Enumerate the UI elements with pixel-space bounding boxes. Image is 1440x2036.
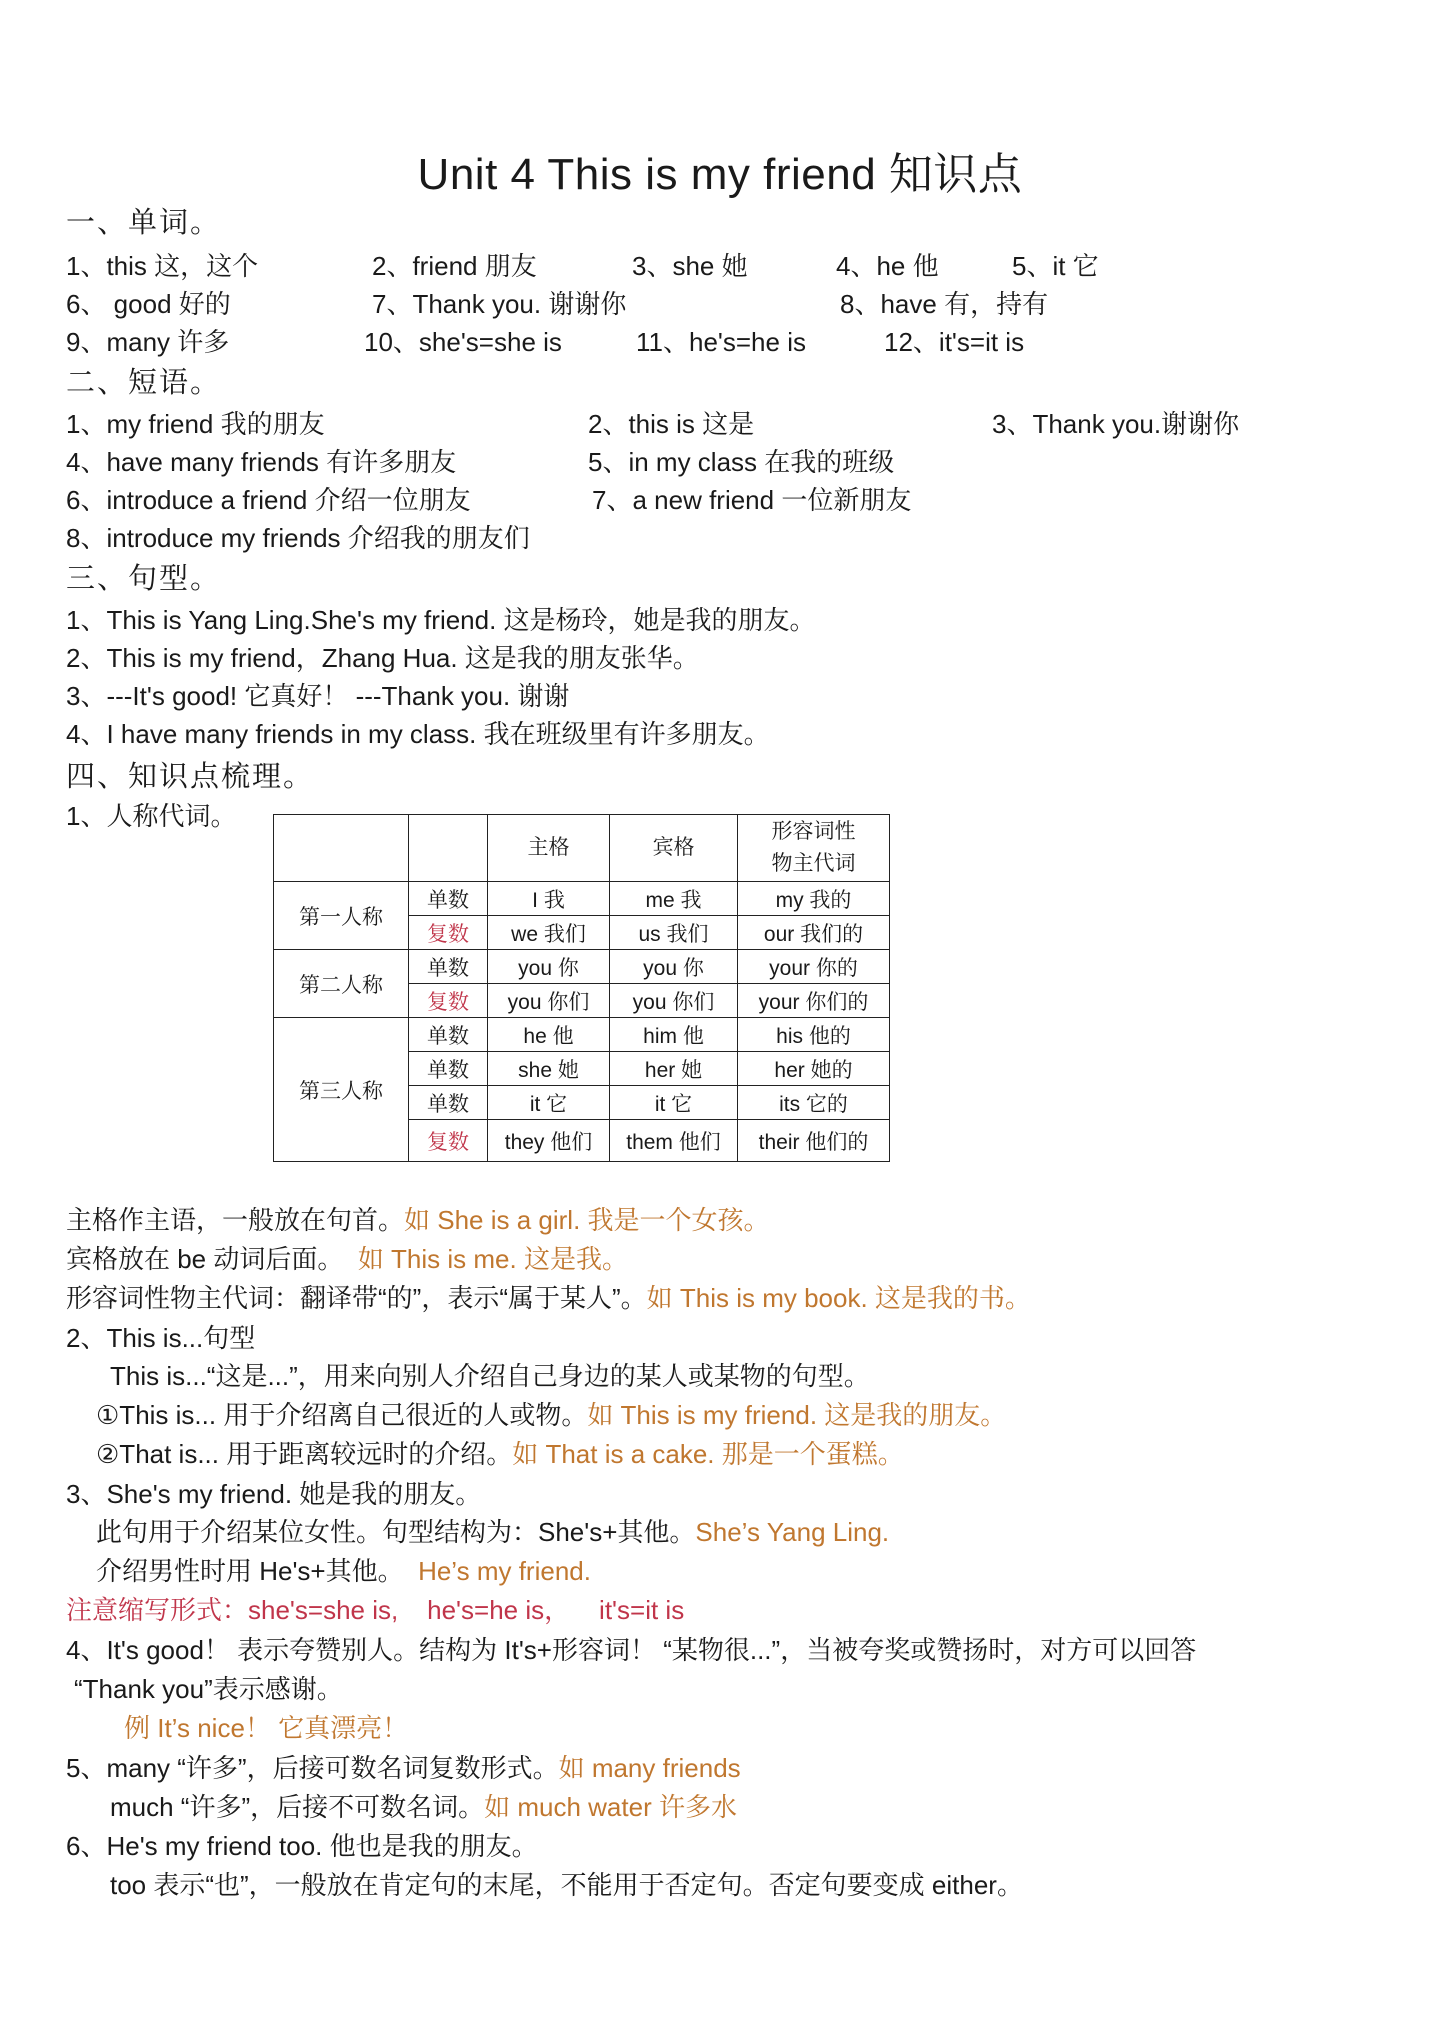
subject-cell: he 他 [488, 1018, 610, 1052]
possessive-cell: our 我们的 [738, 916, 890, 950]
example-text: 如 This is me. 这是我。 [357, 1244, 628, 1274]
note-line: 宾格放在 be 动词后面。 如 This is me. 这是我。 [66, 1244, 628, 1274]
example-text: 如 many friends [558, 1753, 741, 1783]
vocab-item: 9、many 许多 [66, 327, 230, 357]
table-row [274, 1018, 890, 1052]
note-line: 此句用于介绍某位女性。句型结构为：She's+其他。She’s Yang Ling. [96, 1517, 890, 1547]
example-text: 如 That is a cake. 那是一个蛋糕。 [512, 1439, 904, 1469]
subsection-title: 2、This is...句型 [66, 1323, 256, 1353]
note-line: much “许多”，后接不可数名词。如 much water 许多水 [110, 1792, 737, 1822]
possessive-cell: their 他们的 [738, 1120, 890, 1162]
number-label: 单数 [409, 882, 488, 916]
subsection-title: 4、It's good！ 表示夸赞别人。结构为 It's+形容词！ “某物很...”，当被夸奖或赞扬时，对方可以回答 [66, 1635, 1197, 1665]
vocab-heading: 一、单词。 [66, 205, 222, 239]
sentence-item: 2、This is my friend，Zhang Hua. 这是我的朋友张华。 [66, 643, 699, 673]
example-text: 如 She is a girl. 我是一个女孩。 [404, 1205, 770, 1235]
vocab-item: 6、 good 好的 [66, 289, 231, 319]
object-cell: you 你 [610, 950, 738, 984]
object-cell: them 他们 [610, 1120, 738, 1162]
example-text: 如 This is my book. 这是我的书。 [646, 1283, 1031, 1313]
number-label-plural: 复数 [409, 916, 488, 950]
vocab-item: 2、friend 朋友 [372, 251, 537, 281]
subsection-desc: This is...“这是...”，用来向别人介绍自己身边的某人或某物的句型。 [110, 1361, 870, 1391]
phrase-item: 8、introduce my friends 介绍我的朋友们 [66, 523, 530, 553]
subsection-title: 3、She's my friend. 她是我的朋友。 [66, 1479, 482, 1509]
sentence-item: 3、---It's good! 它真好！ ---Thank you. 谢谢 [66, 681, 570, 711]
phrase-item: 5、in my class 在我的班级 [588, 447, 895, 477]
note-line: ②That is... 用于距离较远时的介绍。如 That is a cake. 那是一个蛋糕。 [96, 1439, 904, 1469]
vocab-item: 11、he's=he is [636, 327, 806, 357]
abbreviation-note: 注意缩写形式：she's=she is, he's=he is， it's=it is [66, 1595, 685, 1625]
number-label: 单数 [409, 1018, 488, 1052]
object-cell: him 他 [610, 1018, 738, 1052]
vocab-item: 3、she 她 [632, 251, 748, 281]
sentence-item: 1、This is Yang Ling.She's my friend. 这是杨玲，她是我的朋友。 [66, 605, 816, 635]
number-label-plural: 复数 [409, 984, 488, 1018]
vocab-item: 4、he 他 [836, 251, 939, 281]
number-label-plural: 复数 [409, 1120, 488, 1162]
subsection-title: 6、He's my friend too. 他也是我的朋友。 [66, 1831, 538, 1861]
vocab-item: 7、Thank you. 谢谢你 [372, 289, 627, 319]
vocab-item: 8、have 有，持有 [840, 289, 1049, 319]
possessive-cell: your 你的 [738, 950, 890, 984]
person-label: 第一人称 [274, 882, 409, 950]
example-text: She’s Yang Ling. [695, 1517, 890, 1547]
subject-cell: they 他们 [488, 1120, 610, 1162]
note-line: ①This is... 用于介绍离自己很近的人或物。如 This is my friend. 这是我的朋友。 [96, 1400, 1007, 1430]
note-line: 形容词性物主代词：翻译带“的”，表示“属于某人”。如 This is my book. 这是我的书。 [66, 1283, 1031, 1313]
example-text: 如 much water 许多水 [484, 1792, 737, 1822]
vocab-item: 10、she's=she is [364, 327, 562, 357]
vocab-item: 1、this 这，这个 [66, 251, 259, 281]
vocab-item: 5、it 它 [1012, 251, 1099, 281]
pronoun-subtitle: 1、人称代词。 [66, 801, 237, 831]
table-corner [274, 815, 409, 882]
person-label: 第三人称 [274, 1018, 409, 1162]
possessive-cell: your 你们的 [738, 984, 890, 1018]
phrase-item: 3、Thank you.谢谢你 [992, 409, 1240, 439]
possessive-cell: her 她的 [738, 1052, 890, 1086]
pronoun-table [273, 814, 890, 1162]
phrase-item: 2、this is 这是 [588, 409, 755, 439]
number-label: 单数 [409, 1086, 488, 1120]
sentences-heading: 三、句型。 [66, 561, 222, 595]
subsection-desc: too 表示“也”，一般放在肯定句的末尾，不能用于否定句。否定句要变成 either。 [110, 1870, 1023, 1900]
object-cell: you 你们 [610, 984, 738, 1018]
note-line: 主格作主语，一般放在句首。如 She is a girl. 我是一个女孩。 [66, 1205, 770, 1235]
subsection-desc: “Thank you”表示感谢。 [74, 1674, 343, 1704]
object-cell: her 她 [610, 1052, 738, 1086]
possessive-cell: its 它的 [738, 1086, 890, 1120]
table-corner [409, 815, 488, 882]
object-cell: me 我 [610, 882, 738, 916]
table-row [274, 950, 890, 984]
note-line: 介绍男性时用 He's+其他。 He’s my friend. [96, 1556, 591, 1586]
page-title: Unit 4 This is my friend 知识点 [417, 150, 1023, 199]
example-text: 例 It’s nice！ 它真漂亮！ [124, 1713, 409, 1743]
phrase-item: 7、a new friend 一位新朋友 [592, 485, 912, 515]
object-cell: us 我们 [610, 916, 738, 950]
header-object: 宾格 [610, 815, 738, 882]
example-text: He’s my friend. [418, 1556, 591, 1586]
subject-cell: you 你们 [488, 984, 610, 1018]
vocab-item: 12、it's=it is [884, 327, 1025, 357]
sentence-item: 4、I have many friends in my class. 我在班级里有许多朋友。 [66, 719, 770, 749]
header-possessive: 形容词性 物主代词 [738, 815, 890, 882]
object-cell: it 它 [610, 1086, 738, 1120]
subject-cell: she 她 [488, 1052, 610, 1086]
table-row [274, 882, 890, 916]
number-label: 单数 [409, 1052, 488, 1086]
phrases-heading: 二、短语。 [66, 365, 222, 399]
possessive-cell: his 他的 [738, 1018, 890, 1052]
example-text: 如 This is my friend. 这是我的朋友。 [587, 1400, 1007, 1430]
note-line: 5、many “许多”，后接可数名词复数形式。如 many friends [66, 1753, 741, 1783]
header-subject: 主格 [488, 815, 610, 882]
phrase-item: 1、my friend 我的朋友 [66, 409, 325, 439]
knowledge-heading: 四、知识点梳理。 [66, 759, 315, 793]
subject-cell: you 你 [488, 950, 610, 984]
subject-cell: I 我 [488, 882, 610, 916]
possessive-cell: my 我的 [738, 882, 890, 916]
phrase-item: 4、have many friends 有许多朋友 [66, 447, 457, 477]
person-label: 第二人称 [274, 950, 409, 1018]
number-label: 单数 [409, 950, 488, 984]
subject-cell: it 它 [488, 1086, 610, 1120]
phrase-item: 6、introduce a friend 介绍一位朋友 [66, 485, 471, 515]
subject-cell: we 我们 [488, 916, 610, 950]
